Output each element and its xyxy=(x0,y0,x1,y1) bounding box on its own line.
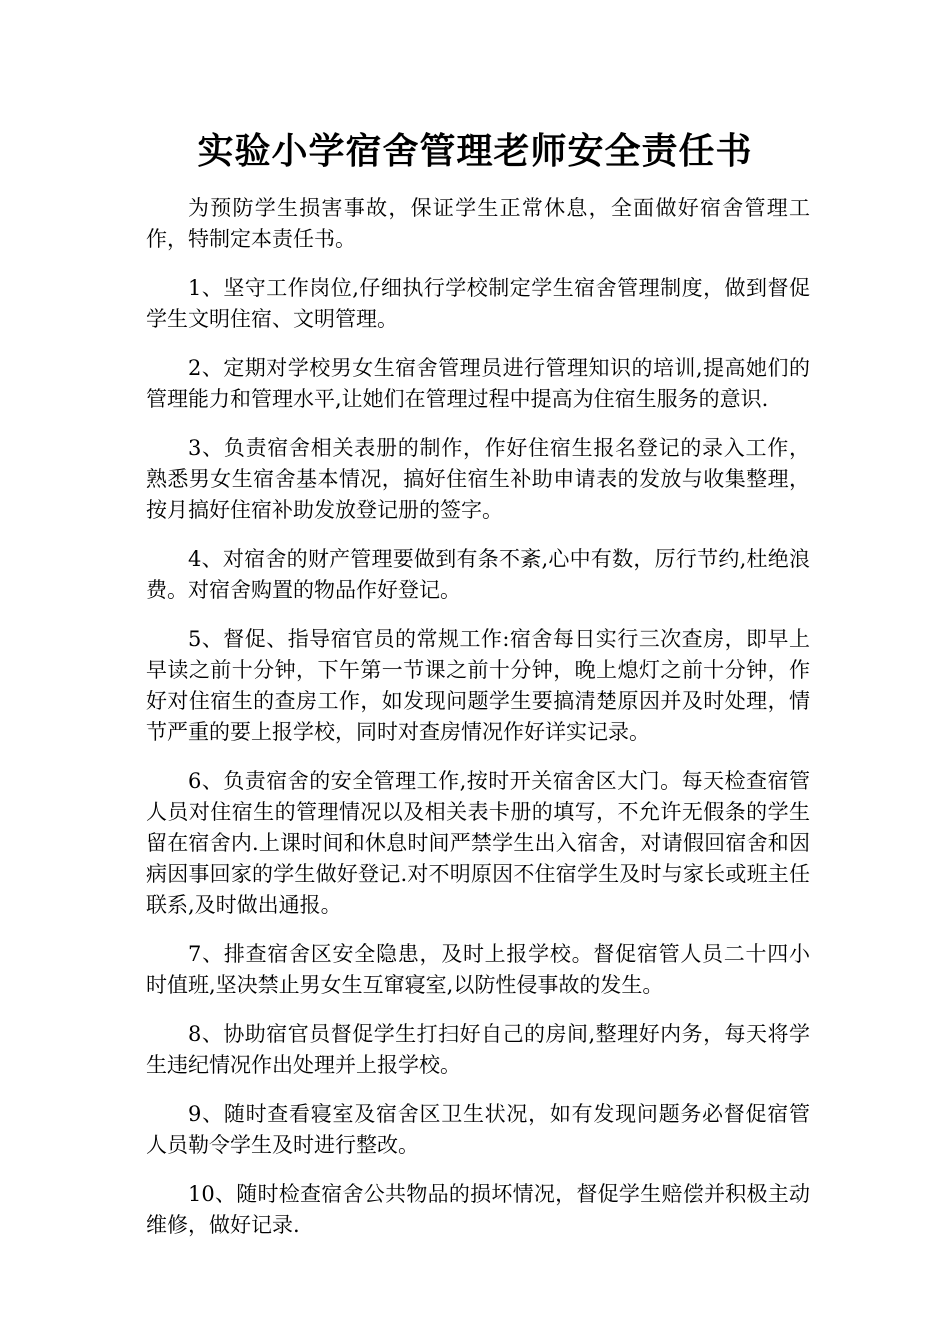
paragraph-intro: 为预防学生损害事故，保证学生正常休息，全面做好宿舍管理工作，特制定本责任书。 xyxy=(146,196,810,251)
paragraph-item-5: 5、督促、指导宿官员的常规工作:宿舍每日实行三次查房，即早上早读之前十分钟，下午第一节课之前十分钟，晚上熄灯之前十分钟，作好对住宿生的查房工作，如发现问题学生要搞清楚原因并及时处理，情节严重的要上报学校，同时对查房情况作好详实记录。 xyxy=(146,627,810,744)
paragraph-item-9: 9、随时查看寝室及宿舍区卫生状况，如有发现问题务必督促宿管人员勒令学生及时进行整改。 xyxy=(146,1102,810,1157)
paragraph-item-6: 6、负责宿舍的安全管理工作,按时开关宿舍区大门。每天检查宿管人员对住宿生的管理情况以及相关表卡册的填写，不允许无假条的学生留在宿舍内.上课时间和休息时间严禁学生出入宿舍，对请假回宿舍和因病因事回家的学生做好登记.对不明原因不住宿学生及时与家长或班主任联系,及时做出通报。 xyxy=(146,769,810,917)
paragraph-item-2: 2、定期对学校男女生宿舍管理员进行管理知识的培训,提高她们的管理能力和管理水平,让她们在管理过程中提高为住宿生服务的意识. xyxy=(146,356,810,411)
paragraph-item-3: 3、负责宿舍相关表册的制作，作好住宿生报名登记的录入工作，熟悉男女生宿舍基本情况，搞好住宿生补助申请表的发放与收集整理，按月搞好住宿补助发放登记册的签字。 xyxy=(146,436,810,522)
paragraph-item-8: 8、协助宿官员督促学生打扫好自己的房间,整理好内务，每天将学生违纪情况作出处理并上报学校。 xyxy=(146,1022,810,1077)
paragraph-item-4: 4、对宿舍的财产管理要做到有条不紊,心中有数，厉行节约,杜绝浪费。对宿舍购置的物品作好登记。 xyxy=(146,547,810,602)
document-title: 实验小学宿舍管理老师安全责任书 xyxy=(197,130,753,172)
paragraph-item-10: 10、随时检查宿舍公共物品的损坏情况，督促学生赔偿并积极主动维修，做好记录. xyxy=(146,1182,810,1237)
document-body xyxy=(146,193,810,1259)
paragraph-item-1: 1、坚守工作岗位,仔细执行学校制定学生宿舍管理制度，做到督促学生文明住宿、文明管理。 xyxy=(146,276,810,331)
paragraph-item-7: 7、排查宿舍区安全隐患，及时上报学校。督促宿管人员二十四小时值班,坚决禁止男女生互窜寝室,以防性侵事故的发生。 xyxy=(146,942,810,997)
